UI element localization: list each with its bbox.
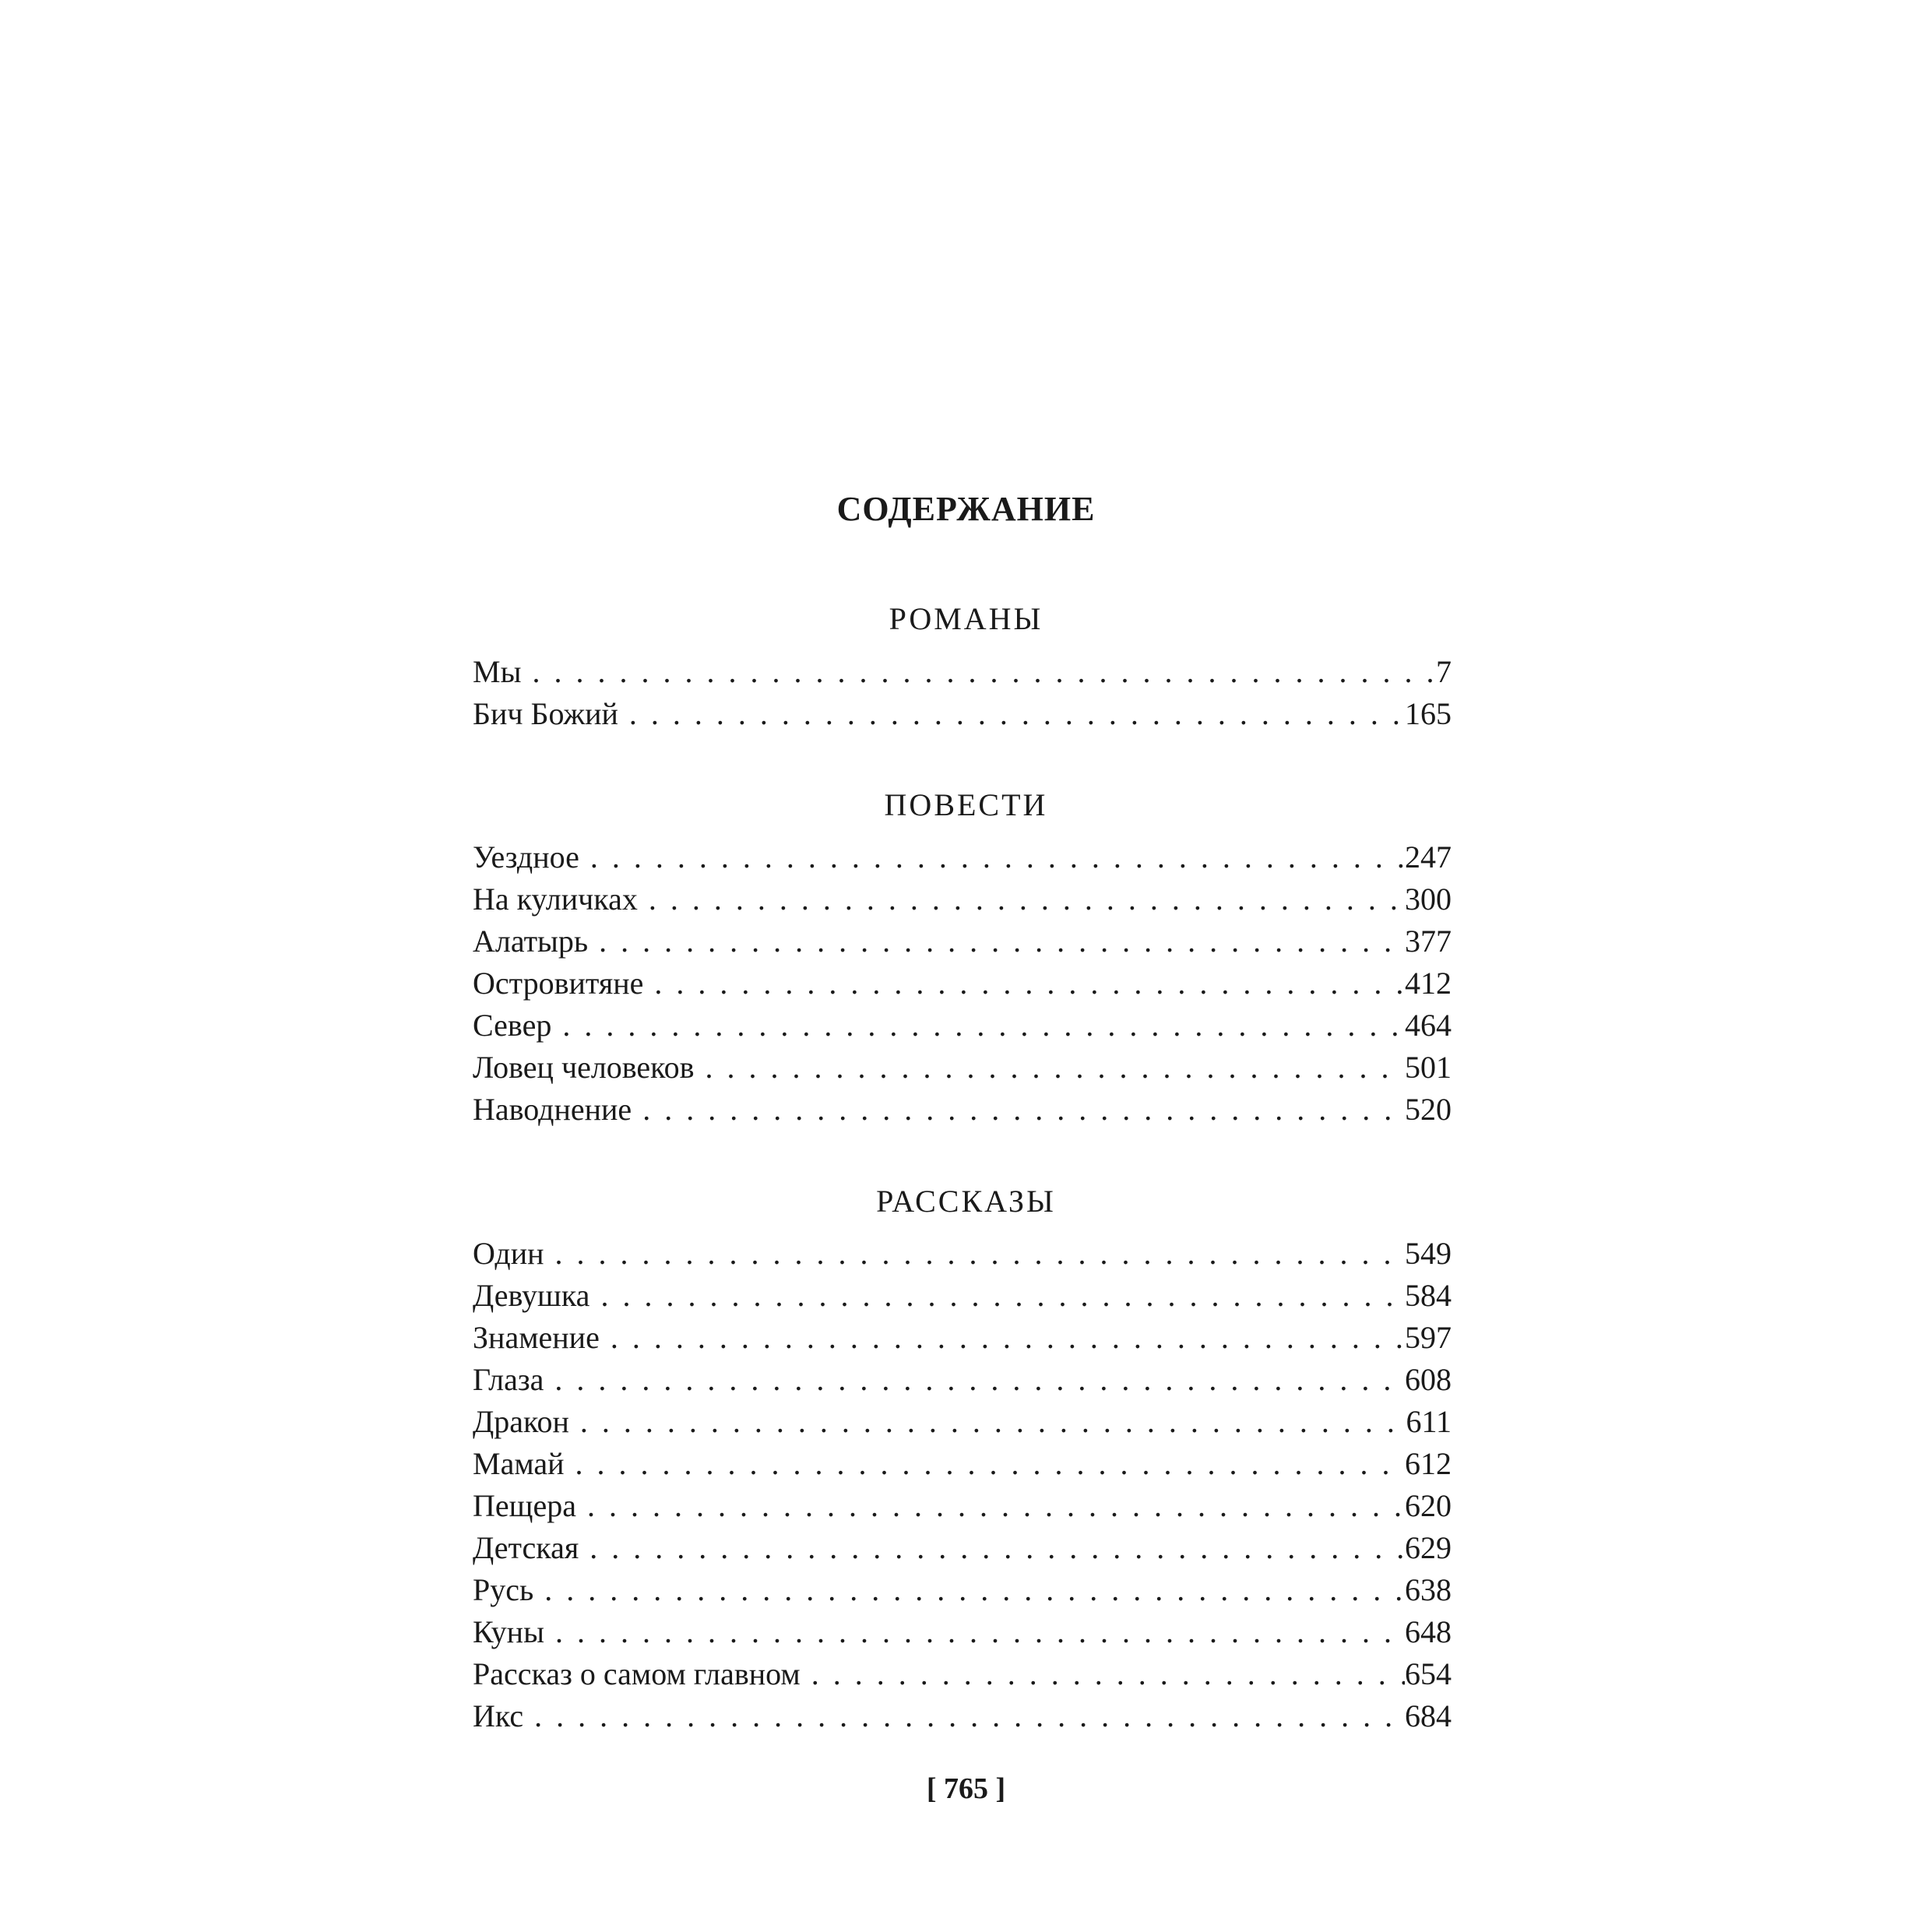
toc-entry-title: Знамение	[473, 1320, 600, 1355]
dot-leader	[600, 1275, 1405, 1317]
toc-entry-title: Наводнение	[473, 1092, 632, 1127]
toc-entry[interactable]	[473, 1653, 1452, 1695]
toc-entry[interactable]	[473, 1485, 1452, 1527]
toc-entry-page: 7	[1436, 654, 1452, 689]
dot-leader	[554, 1359, 1405, 1401]
dot-leader	[642, 1089, 1405, 1131]
toc-entry[interactable]	[473, 693, 1452, 735]
toc-entry-page: 608	[1405, 1362, 1452, 1397]
toc-entry[interactable]	[473, 1089, 1452, 1131]
dot-leader	[544, 1569, 1405, 1611]
toc-entry-title: Мамай	[473, 1446, 565, 1481]
toc-entry-page: 654	[1405, 1656, 1452, 1691]
toc-entry[interactable]	[473, 920, 1452, 962]
section-heading-stories: РАССКАЗЫ	[876, 1184, 1056, 1219]
toc-entry[interactable]	[473, 651, 1452, 693]
toc-entry[interactable]	[473, 1443, 1452, 1485]
toc-list-novels	[473, 651, 1452, 735]
toc-entry-page: 247	[1405, 839, 1452, 875]
dot-leader	[649, 878, 1405, 920]
dot-leader	[654, 962, 1405, 1005]
toc-entry-page: 629	[1405, 1530, 1452, 1565]
toc-entry-page: 501	[1405, 1050, 1452, 1085]
dot-leader	[705, 1047, 1405, 1089]
toc-list-stories	[473, 1233, 1452, 1737]
toc-entry-page: 377	[1405, 924, 1452, 959]
dot-leader	[587, 1485, 1405, 1527]
dot-leader	[599, 920, 1405, 962]
page-number: [ 765 ]	[926, 1772, 1006, 1805]
toc-entry-page: 638	[1405, 1572, 1452, 1607]
toc-entry-title: Глаза	[473, 1362, 544, 1397]
toc-entry-title: Куны	[473, 1614, 544, 1649]
toc-entry[interactable]	[473, 1047, 1452, 1089]
toc-entry-title: Алатырь	[473, 924, 589, 959]
toc-entry-page: 620	[1405, 1488, 1452, 1523]
toc-entry-page: 584	[1405, 1278, 1452, 1313]
toc-entry[interactable]	[473, 1359, 1452, 1401]
section-heading-novellas: ПОВЕСТИ	[884, 787, 1048, 822]
toc-entry[interactable]	[473, 1275, 1452, 1317]
toc-entry[interactable]	[473, 1005, 1452, 1047]
dot-leader	[562, 1005, 1405, 1047]
dot-leader	[611, 1317, 1405, 1359]
dot-leader	[811, 1653, 1405, 1695]
toc-entry-title: Север	[473, 1008, 552, 1043]
dot-leader	[555, 1611, 1405, 1653]
toc-entry-title: Мы	[473, 654, 522, 689]
toc-entry-title: Островитяне	[473, 966, 644, 1001]
toc-entry-page: 300	[1405, 882, 1452, 917]
toc-entry-page: 412	[1405, 966, 1452, 1001]
toc-entry-title: Икс	[473, 1698, 524, 1733]
toc-entry[interactable]	[473, 1401, 1452, 1443]
toc-entry-title: Детская	[473, 1530, 579, 1565]
dot-leader	[532, 651, 1436, 693]
toc-entry-page: 520	[1405, 1092, 1452, 1127]
toc-entry[interactable]	[473, 836, 1452, 878]
dot-leader	[580, 1401, 1406, 1443]
toc-entry[interactable]	[473, 1611, 1452, 1653]
dot-leader	[629, 693, 1405, 735]
toc-entry-title: Девушка	[473, 1278, 590, 1313]
page-title: СОДЕРЖАНИЕ	[836, 490, 1096, 528]
toc-entry-page: 612	[1405, 1446, 1452, 1481]
toc-entry-page: 611	[1406, 1404, 1452, 1439]
toc-entry-page: 464	[1405, 1008, 1452, 1043]
dot-leader	[590, 836, 1405, 878]
toc-entry-page: 165	[1405, 696, 1452, 731]
toc-entry-page: 684	[1405, 1698, 1452, 1733]
toc-entry-title: На куличках	[473, 882, 638, 917]
toc-entry-title: Ловец человеков	[473, 1050, 695, 1085]
toc-entry-page: 597	[1405, 1320, 1452, 1355]
toc-entry[interactable]	[473, 1569, 1452, 1611]
toc-entry[interactable]	[473, 1317, 1452, 1359]
toc-entry[interactable]	[473, 1527, 1452, 1569]
toc-list-novellas	[473, 836, 1452, 1131]
toc-entry[interactable]	[473, 1695, 1452, 1737]
dot-leader	[589, 1527, 1405, 1569]
toc-entry-title: Один	[473, 1236, 544, 1271]
toc-entry[interactable]	[473, 962, 1452, 1005]
toc-entry-title: Русь	[473, 1572, 534, 1607]
section-heading-novels: РОМАНЫ	[889, 601, 1043, 636]
toc-entry-title: Рассказ о самом главном	[473, 1656, 801, 1691]
toc-entry-title: Уездное	[473, 839, 579, 875]
toc-entry-page: 648	[1405, 1614, 1452, 1649]
toc-entry-title: Пещера	[473, 1488, 576, 1523]
toc-entry[interactable]	[473, 878, 1452, 920]
toc-entry-page: 549	[1405, 1236, 1452, 1271]
toc-entry-title: Бич Божий	[473, 696, 618, 731]
dot-leader	[555, 1233, 1405, 1275]
toc-entry-title: Дракон	[473, 1404, 569, 1439]
dot-leader	[575, 1443, 1405, 1485]
dot-leader	[534, 1695, 1405, 1737]
toc-entry[interactable]	[473, 1233, 1452, 1275]
